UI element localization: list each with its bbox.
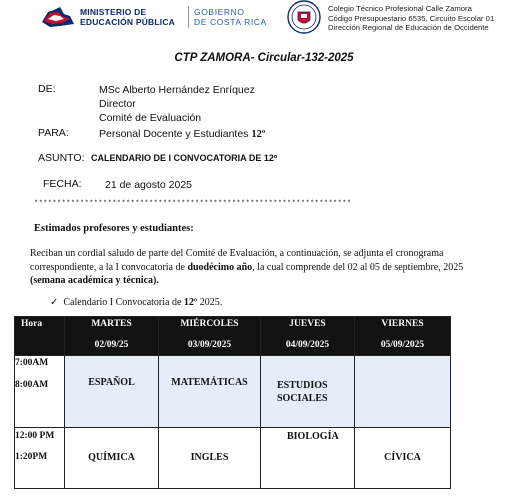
day-date: 04/09/2025 bbox=[285, 340, 330, 350]
day-name: MIÉRCOLES bbox=[180, 319, 239, 329]
table-row bbox=[15, 356, 451, 428]
school-name: Colegio Técnico Profesional Calle Zamora bbox=[328, 4, 472, 13]
header-miercoles bbox=[159, 317, 261, 356]
gov-line-2: DE COSTA RICA bbox=[194, 17, 267, 27]
school-code: Código Presupuestario 6535, Circuito Escolar 01 bbox=[328, 13, 495, 23]
ministry-name bbox=[80, 7, 175, 27]
to-text: Personal Docente y Estudiantes bbox=[99, 128, 249, 140]
bullet-text-2: 2025. bbox=[197, 297, 223, 308]
subject-cell bbox=[65, 356, 159, 428]
subject-value: CALENDARIO DE I CONVOCATORIA DE 12º bbox=[91, 153, 278, 163]
date-label: FECHA: bbox=[43, 178, 82, 190]
subject-martes: QUÍMICA bbox=[88, 452, 135, 463]
to-grade: 12º bbox=[251, 129, 266, 140]
day-name: VIERNES bbox=[381, 319, 424, 329]
time-start: 12:00 PM bbox=[15, 431, 55, 441]
subject-cell bbox=[159, 428, 261, 489]
ministry-logo-icon bbox=[40, 4, 76, 30]
from-title: Director bbox=[99, 98, 136, 110]
from-label: DE: bbox=[38, 83, 56, 95]
subject-label: ASUNTO: bbox=[38, 152, 85, 164]
time-cell bbox=[15, 428, 65, 489]
star-divider: ********************************************************************* bbox=[34, 200, 352, 208]
table-row bbox=[15, 428, 451, 489]
subject-cell bbox=[159, 356, 261, 428]
body-paragraph bbox=[30, 247, 500, 288]
header-hora bbox=[15, 317, 65, 356]
subject-cell bbox=[261, 428, 355, 489]
to-value bbox=[99, 127, 265, 142]
subject-jueves: BIOLOGÍA bbox=[287, 431, 339, 442]
government-name bbox=[194, 7, 267, 27]
subject-miercoles: MATEMÁTICAS bbox=[171, 377, 248, 388]
time-end: 1:20PM bbox=[15, 452, 48, 462]
subject-jueves: ESTUDIOS SOCIALES bbox=[277, 380, 328, 404]
calendar-bullet bbox=[50, 297, 222, 308]
day-name: MARTES bbox=[91, 319, 132, 329]
subject-viernes: CÍVICA bbox=[384, 452, 421, 463]
day-date: 03/09/2025 bbox=[187, 340, 232, 350]
body-bold-1: duodécimo año bbox=[187, 261, 253, 273]
bullet-text-1: Calendario I Convocatoria de bbox=[63, 297, 184, 308]
subject-miercoles: INGLES bbox=[190, 452, 229, 463]
subject-cell bbox=[261, 356, 355, 428]
school-region: Dirección Regional de Educación de Occidente bbox=[328, 23, 489, 33]
body-text-2: , la cual comprende del 02 al 05 de septiembre, 2025 bbox=[252, 261, 464, 273]
ministry-line-2: EDUCACIÓN PÚBLICA bbox=[80, 17, 176, 27]
time-end: 8:00AM bbox=[15, 380, 49, 390]
subject-cell bbox=[355, 428, 451, 489]
day-date: 02/09/25 bbox=[94, 340, 129, 350]
header-viernes bbox=[355, 317, 451, 356]
body-text-1: Reciban un cordial saludo de parte del Comité de Evaluación, a continuación, se adjunta el cronograma correspondiente, a la I convocatoria de bbox=[30, 248, 444, 273]
gov-line-1: GOBIERNO bbox=[194, 7, 245, 17]
subject-martes: ESPAÑOL bbox=[88, 377, 135, 388]
check-icon: ✓ bbox=[50, 297, 59, 308]
subject-cell bbox=[355, 356, 451, 428]
school-seal-icon bbox=[287, 0, 321, 34]
table-header-row bbox=[15, 317, 451, 356]
bullet-bold: 12º bbox=[183, 297, 198, 308]
body-bold-2: (semana académica y técnica). bbox=[30, 275, 159, 286]
calendar-table bbox=[14, 316, 451, 489]
time-start: 7:00AM bbox=[15, 358, 49, 368]
greeting: Estimados profesores y estudiantes: bbox=[34, 223, 194, 234]
from-block bbox=[99, 83, 255, 125]
date-value: 21 de agosto 2025 bbox=[105, 179, 192, 191]
from-name: MSc Alberto Hernández Enríquez bbox=[99, 84, 255, 96]
from-committee: Comité de Evaluación bbox=[99, 112, 202, 124]
header-divider bbox=[188, 6, 189, 28]
school-info bbox=[328, 4, 494, 33]
to-label: PARA: bbox=[38, 127, 69, 139]
day-date: 05/09/2025 bbox=[380, 340, 425, 350]
time-cell bbox=[15, 356, 65, 428]
header-martes bbox=[65, 317, 159, 356]
hora-label: Hora bbox=[21, 319, 43, 329]
ministry-line-1: MINISTERIO DE bbox=[80, 7, 147, 17]
circular-title: CTP ZAMORA- Circular-132-2025 bbox=[174, 52, 354, 64]
subject-cell bbox=[65, 428, 159, 489]
day-name: JUEVES bbox=[289, 319, 326, 329]
header-jueves bbox=[261, 317, 355, 356]
